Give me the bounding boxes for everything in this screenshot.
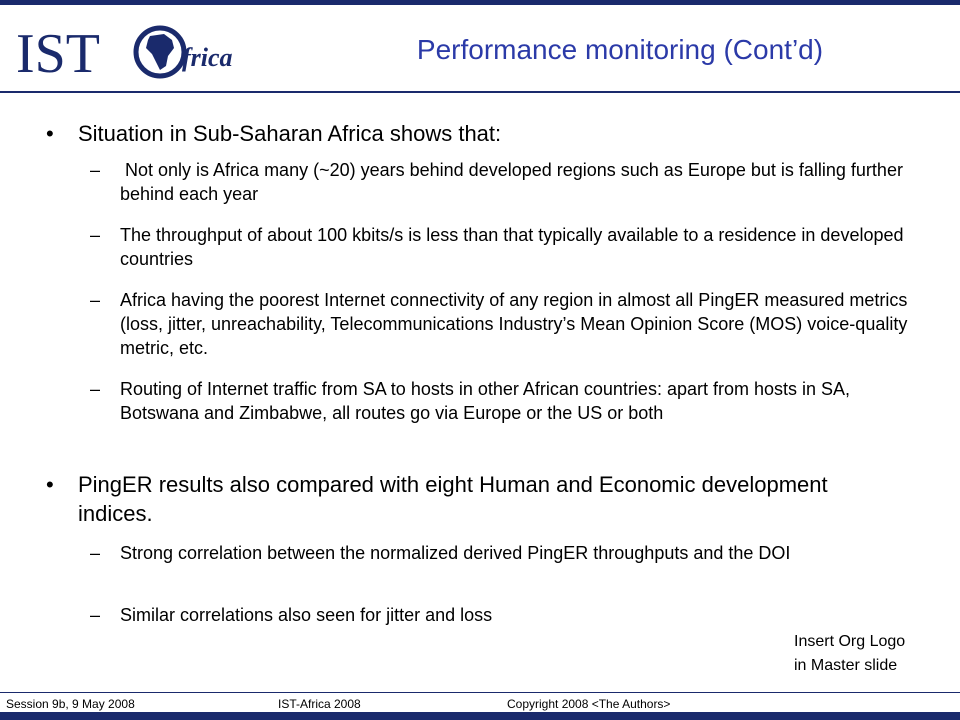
dash-marker: – xyxy=(90,160,101,180)
dash-marker: – xyxy=(90,543,101,563)
dash-marker: – xyxy=(90,290,101,310)
sub-bullet-text: Routing of Internet traffic from SA to hosts in other African countries: apart from hosts in SA, Botswana and Zimbabwe, all routes go via Europe or the US or both xyxy=(120,379,851,423)
footer-divider xyxy=(0,692,960,693)
bullet-text: Situation in Sub-Saharan Africa shows that: xyxy=(78,121,502,146)
logo-ist-text: IST xyxy=(16,23,100,80)
logo-frica-text: frica xyxy=(182,43,233,72)
bottom-accent-bar xyxy=(0,712,960,720)
dash-marker: – xyxy=(90,379,101,399)
footer-copyright: Copyright 2008 <The Authors> xyxy=(507,697,671,711)
bullet-marker: • xyxy=(46,472,54,497)
sub-bullet-text: Strong correlation between the normalized derived PingER throughputs and the DOI xyxy=(120,543,791,563)
sub-bullet-text: Similar correlations also seen for jitter and loss xyxy=(120,605,493,625)
footer-session: Session 9b, 9 May 2008 xyxy=(6,697,135,711)
sub-bullet-text: The throughput of about 100 kbits/s is less than that typically available to a residence in developed countries xyxy=(120,225,904,269)
bullet-marker: • xyxy=(46,121,54,146)
dash-marker: – xyxy=(90,605,101,625)
footer-event: IST-Africa 2008 xyxy=(278,697,361,711)
dash-marker: – xyxy=(90,225,101,245)
insert-logo-placeholder: Insert Org Logo in Master slide xyxy=(794,633,906,674)
sub-bullet-text: Not only is Africa many (~20) years behind developed regions such as Europe but is falling further behind each year xyxy=(120,160,908,204)
sub-bullet-text: Africa having the poorest Internet connectivity of any region in almost all PingER measured metrics (loss, jitter, unreachability, Telecommunications Industry’s Mean Opinion Score (MOS) voice-quality metric, etc. xyxy=(120,290,908,358)
slide-title: Performance monitoring (Cont’d) xyxy=(416,34,824,65)
bullet-text: PingER results also compared with eight Human and Economic development indices. xyxy=(78,472,828,526)
